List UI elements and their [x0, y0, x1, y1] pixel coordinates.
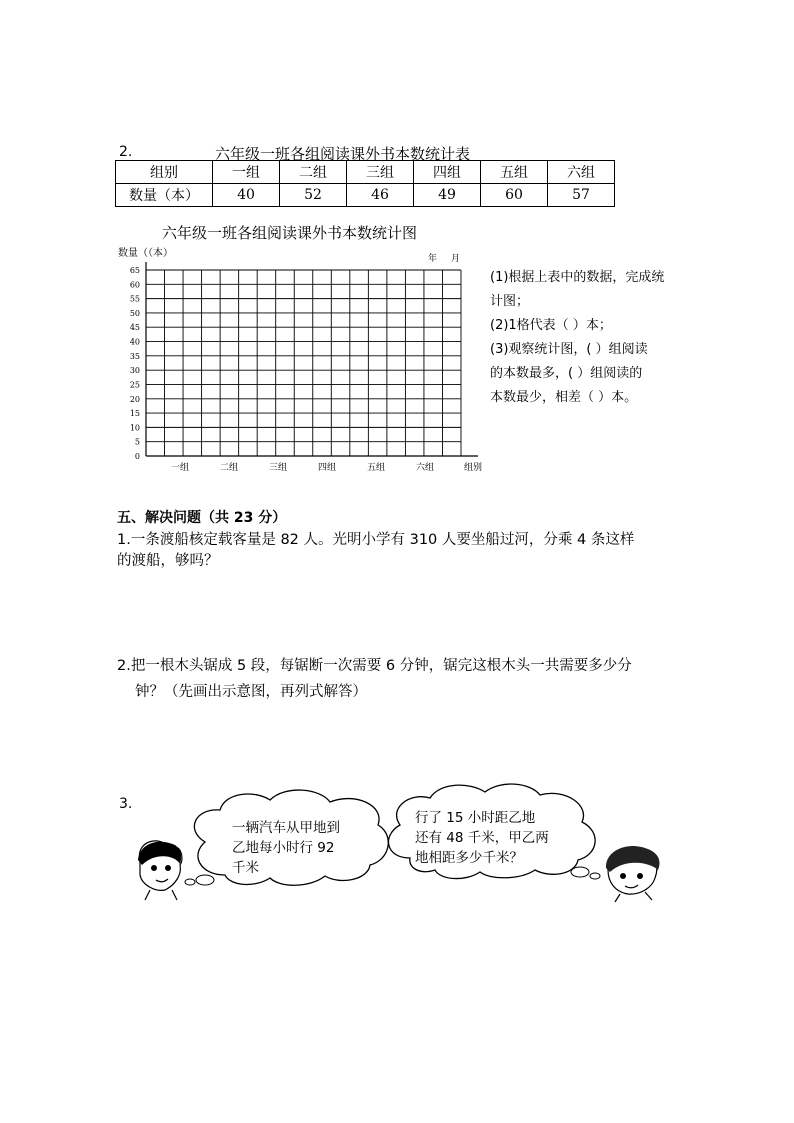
y-tick-label: 10: [129, 423, 140, 433]
problem-3-number: 3.: [119, 796, 133, 812]
y-tick-label: 60: [129, 280, 140, 290]
right-bubble-dot: [571, 867, 589, 877]
right-bubble-line: 地相距多少千米？: [415, 850, 523, 866]
left-bubble-line: 一辆汽车从甲地到: [232, 820, 340, 836]
question-1-line-2: 计图；: [490, 294, 530, 309]
y-tick-label: 65: [129, 266, 140, 275]
table-title: 六年级一班各组阅读课外书本数统计表: [215, 145, 471, 163]
value-cell: 60: [481, 184, 548, 207]
right-bubble-text: [415, 808, 549, 866]
section-5-title: 五、解决问题（共 23 分）: [117, 510, 287, 526]
y-tick-label: 25: [129, 380, 140, 390]
y-ticks: [130, 266, 140, 461]
month-label: 月: [451, 254, 475, 264]
group-cell: 三组: [347, 161, 414, 184]
x-tick-label: 五组: [366, 463, 386, 473]
left-bubble-dot: [196, 875, 214, 885]
y-tick-label: 50: [129, 308, 140, 318]
value-cell: 40: [213, 184, 280, 207]
x-tick-label: 一组: [170, 463, 190, 473]
x-tick-label: 四组: [317, 463, 337, 473]
group-cell: 一组: [213, 161, 280, 184]
y-axis-label: 数量（（本）: [118, 248, 173, 259]
question-number-2: 2.: [119, 144, 133, 160]
group-cell: 五组: [481, 161, 548, 184]
y-tick-label: 35: [129, 351, 140, 361]
left-bubble-text: [232, 818, 340, 866]
boy-icon: [138, 841, 182, 900]
chart-grid: [0, 0, 794, 500]
grid-lines: [146, 262, 478, 456]
right-bubble-line: 还有 48 千米，甲乙两: [415, 830, 549, 846]
y-tick-label: 45: [129, 323, 140, 333]
question-3-line-1: (3)观察统计图，( ）组阅读: [490, 342, 648, 357]
question-2: (2)1格代表（ ）本；: [490, 318, 612, 333]
y-tick-label: 20: [129, 394, 140, 404]
x-axis-label: 组别: [463, 463, 483, 473]
y-tick-label: 5: [134, 437, 140, 447]
year-label: 年: [428, 254, 452, 264]
right-bubble-line: 行了 15 小时距乙地: [415, 810, 536, 826]
y-tick-label: 55: [129, 294, 140, 304]
left-bubble-line: [232, 858, 340, 866]
x-tick-label: 二组: [219, 463, 239, 473]
right-bubble-dot: [590, 873, 600, 879]
group-cell: 二组: [280, 161, 347, 184]
problem-1-line-2: 的渡船，够吗？: [117, 553, 219, 569]
x-ticks: [171, 461, 482, 473]
question-3-line-2: 的本数最多，( ）组阅读的: [490, 366, 643, 381]
y-tick-label: 0: [134, 452, 140, 461]
y-tick-label: 15: [129, 409, 140, 419]
value-cell: 57: [548, 184, 615, 207]
group-cell: 六组: [548, 161, 615, 184]
question-1-line-1: (1)根据上表中的数据，完成统: [490, 270, 665, 285]
problem-1-line-1: 1.一条渡船核定载客量是 82 人。光明小学有 310 人要坐船过河，分乘 4 条这样: [117, 532, 635, 548]
girl-icon: [606, 846, 660, 902]
left-bubble-line: 乙地每小时行 92: [232, 840, 335, 856]
value-cell: 46: [347, 184, 414, 207]
x-tick-label: 三组: [268, 463, 288, 473]
chart-title: 六年级一班各组阅读课外书本数统计图: [162, 224, 418, 242]
value-cell: 49: [414, 184, 481, 207]
x-tick-label: 六组: [415, 463, 435, 473]
group-cell: 四组: [414, 161, 481, 184]
left-bubble-dot: [185, 879, 195, 885]
header-label-cell: 组别: [116, 161, 213, 184]
problem-2-line-1: 2.把一根木头锯成 5 段，每锯断一次需要 6 分钟，锯完这根木头一共需要多少分: [117, 658, 632, 674]
y-tick-label: 40: [129, 337, 140, 347]
question-3-line-3: 本数最少，相差（ ）本。: [490, 390, 638, 405]
row-label-cell: 数量（本）: [116, 184, 213, 207]
value-cell: 52: [280, 184, 347, 207]
problem-3-illustration: [120, 780, 680, 920]
problem-2-line-2: 钟？（先画出示意图，再列式解答）: [135, 684, 367, 700]
y-tick-label: 30: [129, 366, 140, 376]
